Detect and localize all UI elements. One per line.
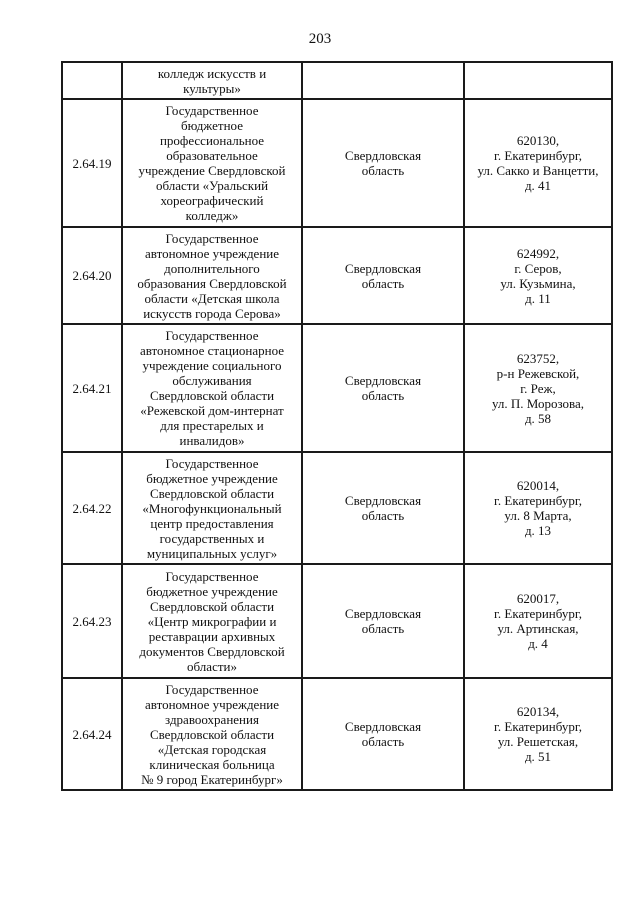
organization-name-line: бюджетное учреждение xyxy=(146,470,278,486)
organization-name-line: здравоохранения xyxy=(165,711,259,727)
address-line: г. Екатеринбург, xyxy=(494,493,582,508)
organization-name-line: Государственное xyxy=(165,328,259,343)
address xyxy=(464,452,612,564)
organization-name-line: Государственное xyxy=(165,681,259,697)
organization-name xyxy=(122,564,302,678)
organization-name-line: автономное учреждение xyxy=(144,245,280,261)
organization-name-line: обслуживания xyxy=(172,373,252,388)
organization-name-line: Государственное xyxy=(165,230,259,246)
organization-name-line: области» xyxy=(187,658,237,674)
organization-name-line: искусств города Серова» xyxy=(143,305,281,321)
address-line: ул. Артинская, xyxy=(497,621,579,636)
organization-name-line: муниципальных услуг» xyxy=(146,545,278,561)
organization-name-line: профессиональное xyxy=(159,133,265,148)
address-line: д. 58 xyxy=(524,410,552,426)
row-number xyxy=(62,62,122,99)
organization-name-line: Государственное xyxy=(165,103,259,118)
address-line: ул. Сакко и Ванцетти, xyxy=(477,163,599,178)
address-line: ул. 8 Марта, xyxy=(504,508,572,523)
address-line: д. 41 xyxy=(524,178,552,193)
organization-name-line: государственных и xyxy=(159,530,265,546)
table-row xyxy=(62,324,612,452)
row-number: 2.64.20 xyxy=(62,227,122,324)
organization-name-line: Свердловской области xyxy=(149,726,275,742)
registry-table-body xyxy=(62,62,612,790)
address-line: г. Екатеринбург, xyxy=(494,148,582,163)
organization-name-line: дополнительного xyxy=(164,260,260,276)
address-line: ул. Кузьмина, xyxy=(500,275,576,291)
organization-name xyxy=(122,678,302,790)
table-row xyxy=(62,62,612,99)
address-line: 620134, xyxy=(516,704,560,719)
organization-name-line: «Многофункциональный xyxy=(142,500,282,516)
address-line: р-н Режевской, xyxy=(496,365,580,381)
organization-name-line: Свердловской области xyxy=(149,485,275,501)
row-number: 2.64.19 xyxy=(62,99,122,227)
region: Свердловская область xyxy=(302,564,464,678)
organization-name-line: колледж искусств и xyxy=(157,65,267,81)
organization-name xyxy=(122,452,302,564)
table-row xyxy=(62,678,612,790)
address-line: 623752, xyxy=(516,350,560,366)
organization-name-line: № 9 город Екатеринбург» xyxy=(141,771,283,787)
address xyxy=(464,227,612,324)
organization-name-line: учреждение Свердловской xyxy=(138,163,286,178)
organization-name-line: образовательное xyxy=(166,148,258,163)
organization-name-line: Государственное xyxy=(165,568,259,584)
region: Свердловская область xyxy=(302,99,464,227)
organization-name-line: для престарелых и xyxy=(160,418,264,433)
organization-name-line: документов Свердловской xyxy=(139,643,285,659)
organization-name xyxy=(122,99,302,227)
address-line: 620130, xyxy=(516,133,560,148)
registry-table xyxy=(61,61,613,791)
organization-name-line: учреждение социального xyxy=(142,358,282,373)
address-line: 620017, xyxy=(516,591,560,606)
address-line: 620014, xyxy=(516,478,560,493)
address xyxy=(464,62,612,99)
address-line: г. Екатеринбург, xyxy=(494,606,582,621)
region: Свердловская область xyxy=(302,452,464,564)
address-line: д. 13 xyxy=(524,523,552,538)
table-row xyxy=(62,452,612,564)
organization-name-line: хореографический xyxy=(160,193,264,208)
region: Свердловская область xyxy=(302,678,464,790)
organization-name-line: инвалидов» xyxy=(179,433,245,448)
address xyxy=(464,99,612,227)
table-row xyxy=(62,227,612,324)
organization-name-line: колледж» xyxy=(185,208,239,223)
address xyxy=(464,564,612,678)
row-number: 2.64.22 xyxy=(62,452,122,564)
organization-name-line: клиническая больница xyxy=(149,756,275,772)
organization-name-line: автономное стационарное xyxy=(139,343,285,358)
table-row xyxy=(62,564,612,678)
organization-name xyxy=(122,324,302,452)
row-number: 2.64.21 xyxy=(62,324,122,452)
address-line: г. Екатеринбург, xyxy=(494,719,582,734)
organization-name-line: Свердловской области xyxy=(149,388,275,403)
page-number: 203 xyxy=(308,31,332,47)
region: Свердловская область xyxy=(302,227,464,324)
organization-name xyxy=(122,62,302,99)
organization-name-line: образования Свердловской xyxy=(137,275,287,291)
organization-name-line: Государственное xyxy=(165,455,259,471)
address-line: ул. Решетская, xyxy=(497,734,579,749)
row-number: 2.64.23 xyxy=(62,564,122,678)
organization-name xyxy=(122,227,302,324)
address-line: 624992, xyxy=(516,245,560,261)
organization-name-line: «Центр микрографии и xyxy=(147,613,277,629)
row-number: 2.64.24 xyxy=(62,678,122,790)
organization-name-line: культуры» xyxy=(183,80,241,96)
region xyxy=(302,62,464,99)
organization-name-line: реставрации архивных xyxy=(148,628,276,644)
organization-name-line: области «Уральский xyxy=(155,178,269,193)
address-line: д. 51 xyxy=(524,749,552,764)
table-row xyxy=(62,99,612,227)
address-line: д. 11 xyxy=(525,290,551,306)
region: Свердловская область xyxy=(302,324,464,452)
organization-name-line: бюджетное учреждение xyxy=(146,583,278,599)
address xyxy=(464,678,612,790)
organization-name-line: «Детская городская xyxy=(157,741,267,757)
organization-name-line: «Режевской дом-интернат xyxy=(140,403,284,418)
address-line: г. Серов, xyxy=(514,260,562,276)
address-line: ул. П. Морозова, xyxy=(491,395,585,411)
organization-name-line: Свердловской области xyxy=(149,598,275,614)
organization-name-line: бюджетное xyxy=(181,118,243,133)
address-line: г. Реж, xyxy=(520,380,556,396)
organization-name-line: области «Детская школа xyxy=(144,290,280,306)
organization-name-line: автономное учреждение xyxy=(144,696,280,712)
address xyxy=(464,324,612,452)
address-line: д. 4 xyxy=(528,636,548,651)
organization-name-line: центр предоставления xyxy=(150,515,274,531)
